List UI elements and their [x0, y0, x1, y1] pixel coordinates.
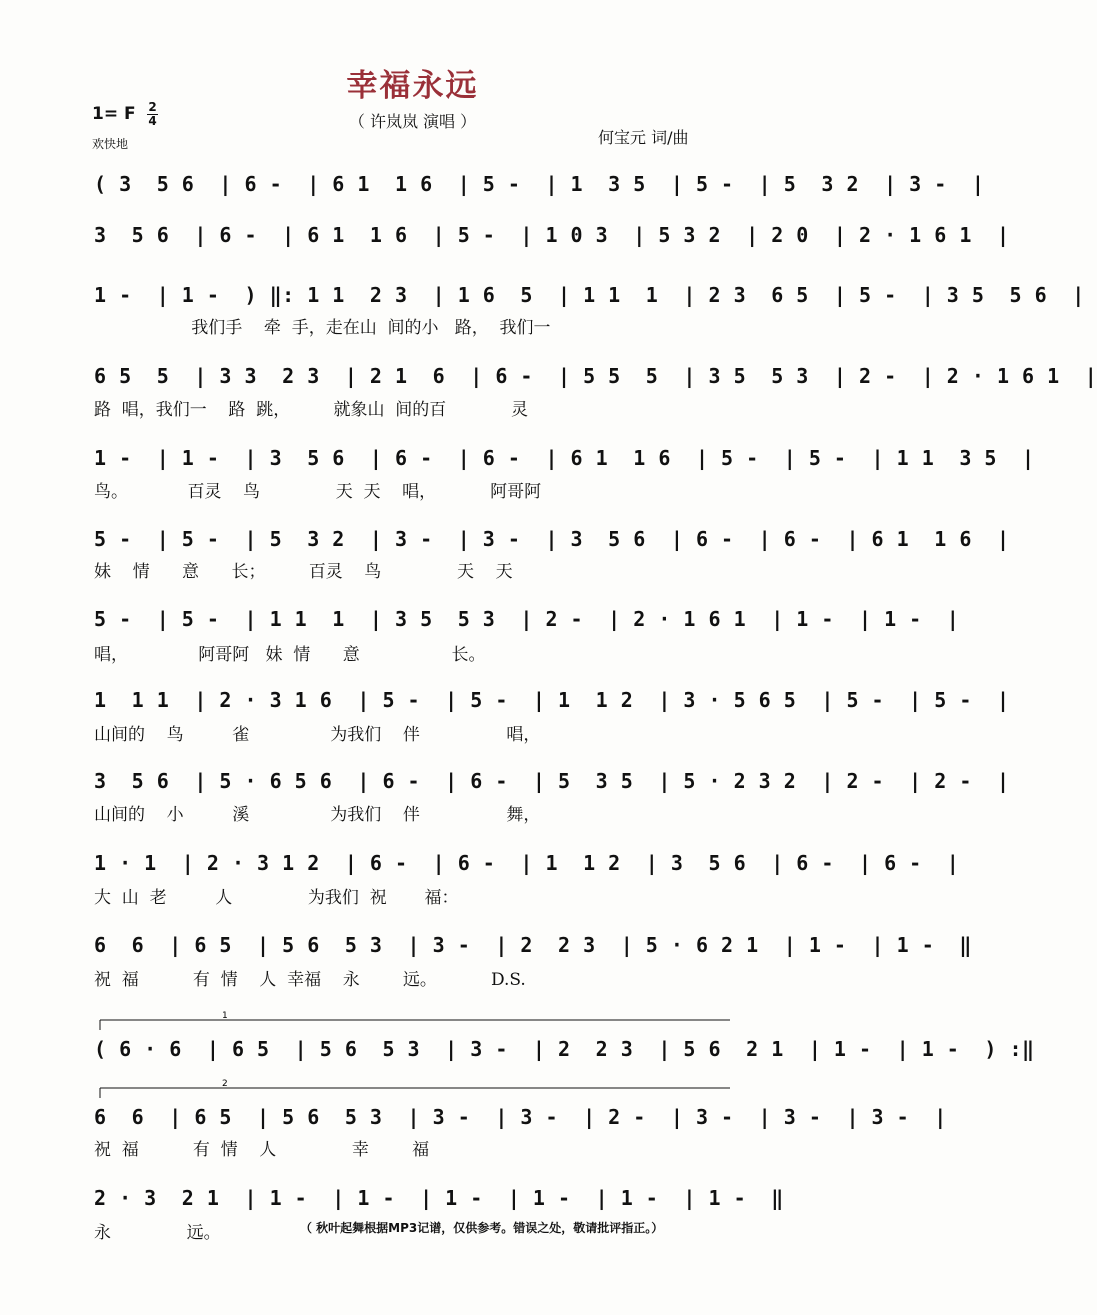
volta-2-label: 2	[222, 1079, 228, 1089]
author-credit: 何宝元 词/曲	[598, 128, 689, 147]
notation-row: 1 · 1 | 2 · 3 1 2 | 6 - | 6 - | 1 1 2 | 3 5 6 | 6 - | 6 - |	[94, 851, 960, 875]
notation-row: ( 6 · 6 | 6 5 | 5 6 5 3 | 3 - | 2 2 3 | 5 6 2 1 | 1 - | 1 - ) :‖	[94, 1037, 1035, 1061]
notation-row: 6 6 | 6 5 | 5 6 5 3 | 3 - | 3 - | 2 - | 3 - | 3 - | 3 - |	[94, 1105, 947, 1129]
lyrics-row: 永 远。	[94, 1223, 221, 1243]
lyrics-row: 唱， 阿哥阿 妹 情 意 长。	[94, 645, 486, 665]
tempo-mood: 欢快地	[92, 137, 129, 151]
lyrics-row: 祝 福 有 情 人 幸福 永 远。 D.S.	[94, 970, 526, 990]
time-signature-bottom: 4	[148, 114, 157, 128]
notation-row: 3 5 6 | 5 · 6 5 6 | 6 - | 6 - | 5 3 5 | 5 · 2 3 2 | 2 - | 2 - |	[94, 769, 1010, 793]
footnote: （ 秋叶起舞根据MP3记谱，仅供参考。错误之处，敬请批评指正。）	[300, 1221, 664, 1235]
lyrics-row: 山间的 鸟 雀 为我们 伴 唱，	[94, 725, 541, 745]
time-signature-top: 2	[148, 100, 157, 114]
notation-row: 3 5 6 | 6 - | 6 1 1 6 | 5 - | 1 0 3 | 5 3 2 | 2 0 | 2 · 1 6 1 |	[94, 223, 1010, 247]
lyrics-row: 祝 福 有 情 人 幸 福	[94, 1140, 430, 1160]
notation-row: 5 - | 5 - | 1 1 1 | 3 5 5 3 | 2 - | 2 · 1 6 1 | 1 - | 1 - |	[94, 607, 960, 631]
lyrics-row: 路 唱，我们一 路 跳， 就象山 间的百 灵	[94, 400, 529, 420]
key-signature: 1= F	[92, 104, 136, 124]
notation-row: 6 6 | 6 5 | 5 6 5 3 | 3 - | 2 2 3 | 5 · 6 2 1 | 1 - | 1 - ‖	[94, 933, 972, 957]
singer-credit: （ 许岚岚 演唱 ）	[348, 112, 477, 131]
notation-row: ( 3 5 6 | 6 - | 6 1 1 6 | 5 - | 1 3 5 | 5 - | 5 3 2 | 3 - |	[94, 172, 985, 196]
notation-row: 1 1 1 | 2 · 3 1 6 | 5 - | 5 - | 1 1 2 | 3 · 5 6 5 | 5 - | 5 - |	[94, 688, 1010, 712]
time-signature	[147, 101, 158, 128]
lyrics-row: 我们手 牵 手，走在山 间的小 路， 我们一	[94, 318, 551, 338]
song-title: 幸福永远	[346, 68, 479, 104]
notation-row: 2 · 3 2 1 | 1 - | 1 - | 1 - | 1 - | 1 - | 1 - ‖	[94, 1186, 784, 1210]
notation-row: 1 - | 1 - ) ‖: 1 1 2 3 | 1 6 5 | 1 1 1 | 2 3 6 5 | 5 - | 3 5 5 6 |	[94, 283, 1085, 307]
volta-1-label: 1	[222, 1011, 228, 1021]
notation-row: 6 5 5 | 3 3 2 3 | 2 1 6 | 6 - | 5 5 5 | 3 5 5 3 | 2 - | 2 · 1 6 1 |	[94, 364, 1097, 388]
notation-row: 5 - | 5 - | 5 3 2 | 3 - | 3 - | 3 5 6 | 6 - | 6 - | 6 1 1 6 |	[94, 527, 1010, 551]
lyrics-row: 鸟。 百灵 鸟 天 天 唱， 阿哥阿	[94, 482, 542, 502]
lyrics-row: 妹 情 意 长； 百灵 鸟 天 天	[94, 562, 513, 582]
lyrics-row: 大 山 老 人 为我们 祝 福：	[94, 888, 459, 908]
lyrics-row: 山间的 小 溪 为我们 伴 舞，	[94, 805, 541, 825]
notation-row: 1 - | 1 - | 3 5 6 | 6 - | 6 - | 6 1 1 6 | 5 - | 5 - | 1 1 3 5 |	[94, 446, 1035, 470]
